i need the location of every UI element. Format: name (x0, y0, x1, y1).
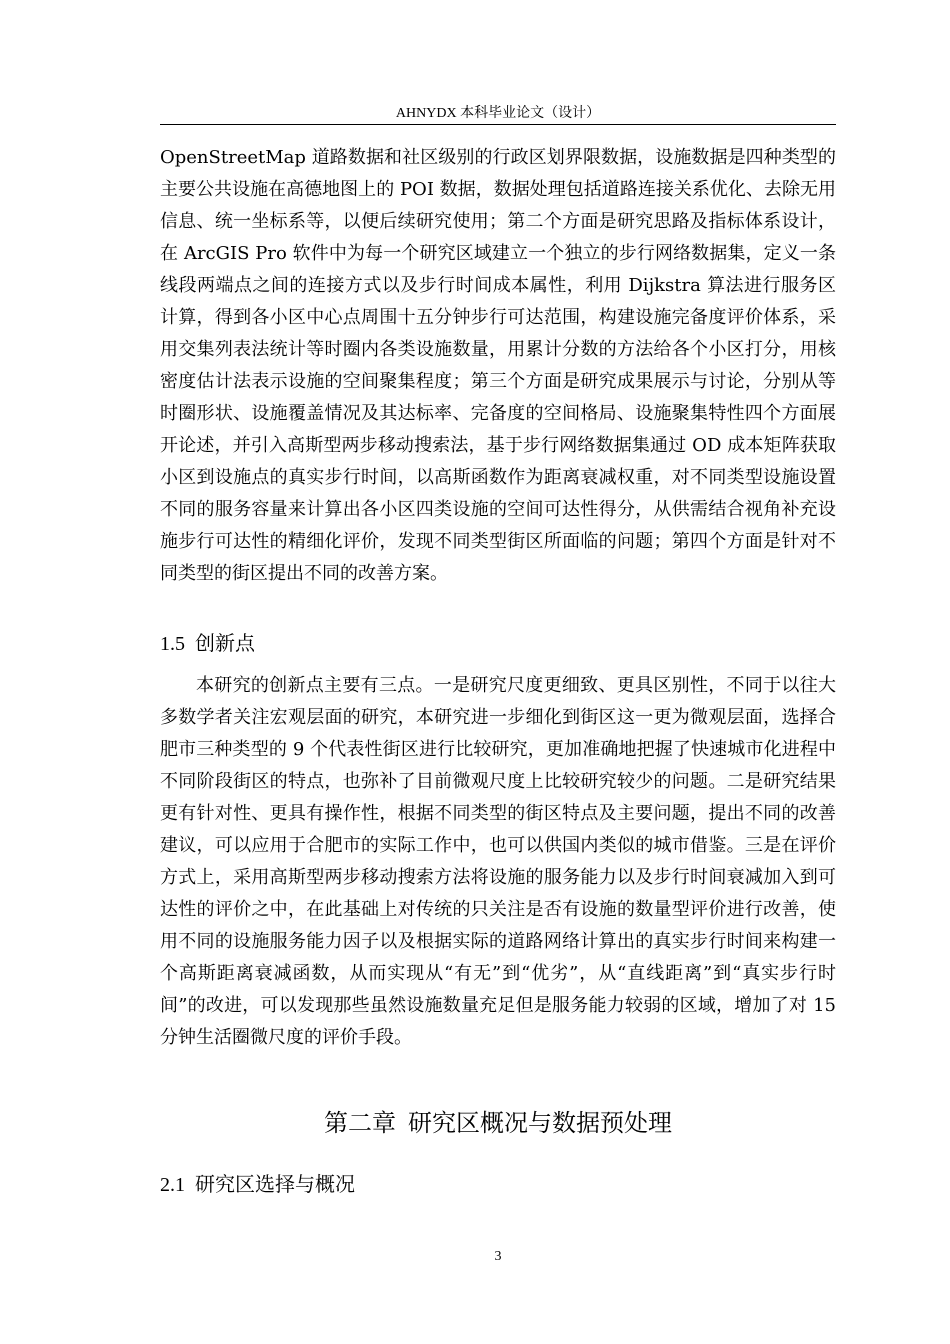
section-heading-1-5 (160, 629, 255, 658)
running-header: AHNYDX 本科毕业论文（设计） (395, 106, 601, 121)
body-paragraph-2: 本研究的创新点主要有三点。一是研究尺度更细致、更具区别性，不同于以往大多数学者关注宏观层面的研究，本研究进一步细化到街区这一更为微观层面，选择合肥市三种类型的 9 个代表性街区进行比较研究，更加准确地把握了快速城市化进程中不同阶段街区的特点，也弥补了目前微观尺度上比较研究较少的问题。二是研究结果更有针对性、更具有操作性，根据不同类型的街区特点及主要问题，提出不同的改善建议，可以应用于合肥市的实际工作中，也可以供国内类似的城市借鉴。三是在评价方式上，采用高斯型两步移动搜索方法将设施的服务能力以及步行时间衰减加入到可达性的评价之中，在此基础上对传统的只关注是否有设施的数量型评价进行改善，使用不同的设施服务能力因子以及根据实际的道路网络计算出的真实步行时间来构建一个高斯距离衰减函数，从而实现从“有无”到“优劣”，从“直线距离”到“真实步行时间”的改进，可以发现那些虽然设施数量充足但是服务能力较弱的区域，增加了对 15 分钟生活圈微尺度的评价手段。 (160, 675, 836, 1048)
chapter-title: 研究区概况与数据预处理 (408, 1109, 672, 1137)
section-title: 创新点 (195, 631, 255, 655)
page-number: 3 (494, 1249, 502, 1264)
section-title: 研究区选择与概况 (195, 1172, 355, 1196)
section-heading-2-1 (160, 1170, 355, 1199)
section-number: 1.5 (160, 633, 185, 655)
section-number: 2.1 (160, 1174, 185, 1196)
chapter-label: 第二章 (324, 1109, 396, 1137)
header-rule (160, 124, 836, 125)
body-paragraph-1: OpenStreetMap 道路数据和社区级别的行政区划界限数据，设施数据是四种类型的主要公共设施在高德地图上的 POI 数据，数据处理包括道路连接关系优化、去除无用信息、统一坐标系等，以便后续研究使用；第二个方面是研究思路及指标体系设计，在 ArcGIS Pro 软件中为每一个研究区域建立一个独立的步行网络数据集，定义一条线段两端点之间的连接方式以及步行时间成本属性，利用 Dijkstra 算法进行服务区计算，得到各小区中心点周围十五分钟步行可达范围，构建设施完备度评价体系，采用交集列表法统计等时圈内各类设施数量，用累计分数的方法给各个小区打分，用核密度估计法表示设施的空间聚集程度；第三个方面是研究成果展示与讨论，分别从等时圈形状、设施覆盖情况及其达标率、完备度的空间格局、设施聚集特性四个方面展开论述，并引入高斯型两步移动搜索法，基于步行网络数据集通过 OD 成本矩阵获取小区到设施点的真实步行时间，以高斯函数作为距离衰减权重，对不同类型设施设置不同的服务容量来计算出各小区四类设施的空间可达性得分，从供需结合视角补充设施步行可达性的精细化评价，发现不同类型街区所面临的问题；第四个方面是针对不同类型的街区提出不同的改善方案。 (160, 147, 836, 584)
chapter-heading (160, 1106, 836, 1140)
